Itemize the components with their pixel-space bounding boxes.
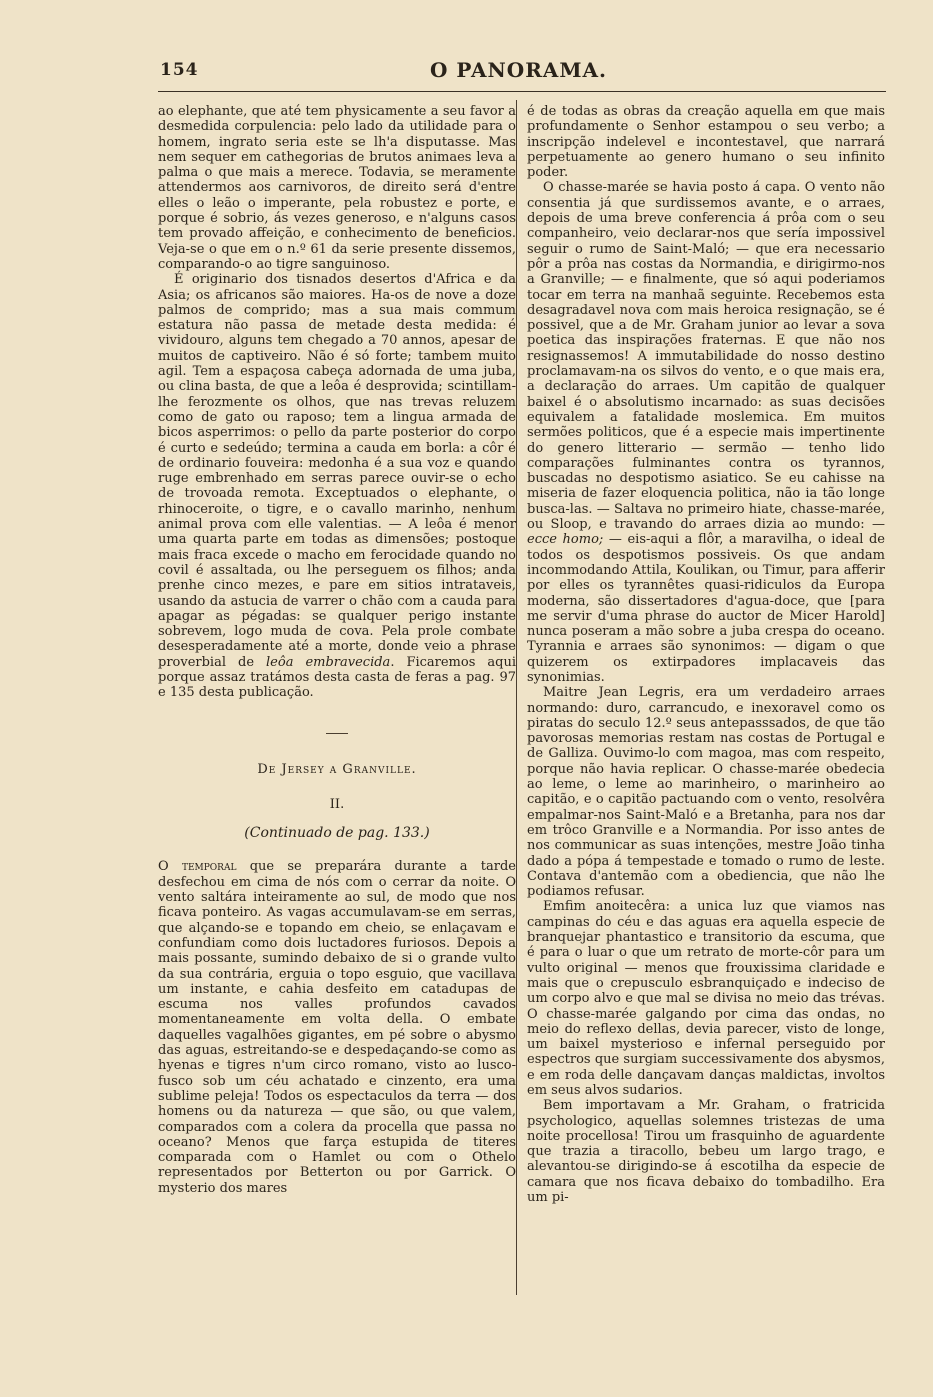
left-column [158, 104, 516, 1196]
header-rule [158, 91, 886, 92]
column-divider [516, 100, 517, 1295]
paragraph: é de todas as obras da creação aquella em que mais profundamente o Senhor estampou o seu verbo; a inscripção indelevel e incontestavel, que narrará perpetuamente ao genero humano o seu infinito poder. [527, 104, 885, 181]
italic-phrase: ecce homo; [527, 532, 604, 548]
continuation-note: (Continuado de pag. 133.) [244, 825, 430, 842]
paragraph: Bem importavam a Mr. Graham, o fratricida psychologico, aquellas solemnes tristezas de uma noite procellosa! Tirou um frasquinho de aguardente que trazia a tiracollo, bebeu um largo trago, e alevantou-se dirigindo-se á escotilha da especie de camara que nos ficava debaixo do tombadilho. Era um pi- [527, 1098, 885, 1206]
paragraph-text: . Ficaremos aqui porque assaz tratámos desta casta de feras a pag. 97 e 135 desta publicação. [158, 654, 516, 701]
paragraph: Maitre Jean Legris, era um verdadeiro arraes normando: duro, carrancudo, e inexoravel como os piratas do seculo 12.º seus antepasssados, de que tão pavorosas memorias restam nas costas de Portugal e de Galliza. Ouvimo-lo com magoa, mas com respeito, porque não havia replicar. O chasse-marée obedecia ao leme, o leme ao marinheiro, o marinheiro ao capitão, e o capitão pactuando com o vento, resolvêra empalmar-nos Saint-Maló e a Bretanha, para nos dar em trôco Granville e a Normandia. Por isso antes de nos communicar as suas intenções, mestre João tinha dado a pópa á tempestade e tomado o rumo de leste. Contava d'antemão com a obediencia, que não lhe podiamos refusar. [527, 685, 885, 900]
paragraph-text: — eis-aqui a flôr, a maravilha, o ideal de todos os despotismos possiveis. Os que andam incommodando Attila, Koulikan, ou Timur, para afferir por elles os tyrannêtes quasi-ridiculos da Europa moderna, são dissertadores d'agua-doce, que [para me servir d'uma phrase do auctor de Micer Harold] nunca poseram a mão sobre a juba crespa do oceano. Tyrannia e arraes são synonimos: — digam o que quizerem os extirpadores implacaveis das synonimias. [527, 532, 885, 685]
section-number: II. [329, 796, 345, 812]
italic-phrase: leôa embravecida [266, 654, 391, 670]
paragraph [527, 180, 885, 685]
lead-words: O temporal [158, 859, 237, 875]
paragraph: Emfim anoitecêra: a unica luz que viamos nas campinas do céu e das aguas era aquella especie de branquejar phantastico e transitorio da escuma, que é para o luar o que um retrato de morte-côr para um vulto original — menos que frouxissima claridade e mais que o crepusculo esbranquiçado e indeciso de um corpo alvo e que mal se divisa no meio das trévas. O chasse-marée galgando por cima das ondas, no meio do reflexo dellas, devia parecer, visto de longe, um baixel mysterioso e infernal perseguido por espectros que surgiam successivamente dos abysmos, e em roda delle dançavam danças maldictas, involtos em seus alvos sudarios. [527, 899, 885, 1098]
right-column [527, 104, 885, 1205]
section-divider [326, 733, 348, 734]
page-number: 154 [160, 60, 199, 80]
paragraph-text: que se preparára durante a tarde desfechou em cima de nós com o cerrar da noite. O vento saltára inteiramente ao sul, de modo que nos ficava ponteiro. As vagas accumulavam-se em serras, que alçando-se e topando em cheio, se enlaçavam e confundiam como dois luctadores furiosos. Depois a mais possante, sumindo debaixo de si o grande vulto da sua contrária, erguia o topo esguio, que vacillava um instante, e cahia desfeito em catadupas de escuma nos valles profundos cavados momentaneamente em volta della. O embate daquelles vagalhões gigantes, em pé sobre o abysmo das aguas, estreitando-se e despedaçando-se como as hyenas e tigres n'um circo romano, visto ao lusco-fusco sob um céu achatado e cinzento, era uma sublime peleja! Todos os espectaculos da terra — dos homens ou da natureza — que são, ou que valem, comparados com a colera da procella que passa no oceano? Menos que farça estupida de titeres comparada com o Hamlet ou com o Othelo representados por Betterton ou por Garrick. O mysterio dos mares [158, 859, 517, 1196]
paragraph-text: É originario dos tisnados desertos d'Africa e da Asia; os africanos são maiores. Ha-os de nove a doze palmos de comprido; mas a sua mais commum estatura não passa de metade desta medida: é vividouro, alguns tem chegado a 70 annos, apesar de muitos de captiveiro. Não é só forte; tambem muito agil. Tem a espaçosa cabeça adornada de uma juba, ou clina basta, de que a leôa é desprovida; scintillam-lhe ferozmente os olhos, que nas trevas reluzem como de gato ou raposo; tem a lingua armada de bicos asperrimos: o pello da parte posterior do corpo é curto e sedeúdo; termina a cauda em borla: a côr é de ordinario fouveira: medonha é a sua voz e quando ruge embrenhado em serras parece ouvir-se o echo de trovoada remota. Exceptuados o elephante, o rhinoceroite, o tigre, e o cavallo marinho, nenhum animal prova com elle valentias. — A leôa é menor uma quarta parte em todas as dimensões; postoque mais fraca excede o macho em ferocidade quando no covil é assaltada, ou lhe perseguem os filhos; anda prenhe cinco mezes, e pare em sitios intrataveis, usando da astucia de varrer o chão com a cauda para apagar as pégadas: se qualquer perigo instante sobrevem, logo muda de cova. Pela prole combate desesperadamente até a morte, donde veio a phrase proverbial de [158, 272, 516, 670]
periodical-title: O PANORAMA. [430, 58, 607, 82]
paragraph [158, 859, 516, 1196]
paragraph: ao elephante, que até tem physicamente a seu favor a desmedida corpulencia: pelo lado da utilidade para o homem, ingrato seria este se lh'a disputasse. Mas nem sequer em cathegorias de brutos animaes leva a palma o que mais a merece. Todavia, se meramente attendermos aos carnivoros, de direito será d'entre elles o leão o imperante, pela robustez e porte, e porque é sobrio, ás vezes generoso, e n'alguns casos tem provado affeição, e conhecimento de beneficios. Veja-se o que em o n.º 61 da serie presente dissemos, comparando-o ao tigre sanguinoso. [158, 104, 516, 272]
paragraph-text: O chasse-marée se havia posto á capa. O vento não consentia já que surdissemos avante, e o arraes, depois de uma breve conferencia á prôa com o seu companheiro, veio declarar-nos que sería impossivel seguir o rumo de Saint-Maló; — que era necessario pôr a prôa nas costas da Normandia, e dirigirmo-nos a Granville; — e finalmente, que só aqui poderiamos tocar em terra na manhaã seguinte. Recebemos esta desagradavel nova com mais heroica resignação, se é possivel, que a de Mr. Graham junior ao levar a sova poetica das inspirações fraternas. E que não nos resignassemos! A immutabilidade do nosso destino proclamavam-na os silvos do vento, e o que mais era, a declaração do arraes. Um capitão de qualquer baixel é o absolutismo incarnado: as suas decisões equivalem a fatalidade moslemica. Em muitos sermões politicos, que é a especie mais impertinente do genero litterario — sermão — tenho lido comparações fulminantes contra os tyrannos, buscadas no despotismo asiatico. Se eu cahisse na miseria de fazer eloquencia politica, não ia tão longe busca-las. — Saltava no primeiro hiate, chasse-marée, ou Sloop, e travando do arraes dizia ao mundo: — [527, 180, 885, 533]
section-title: De Jersey a Granville. [257, 761, 417, 777]
paragraph [158, 272, 516, 700]
